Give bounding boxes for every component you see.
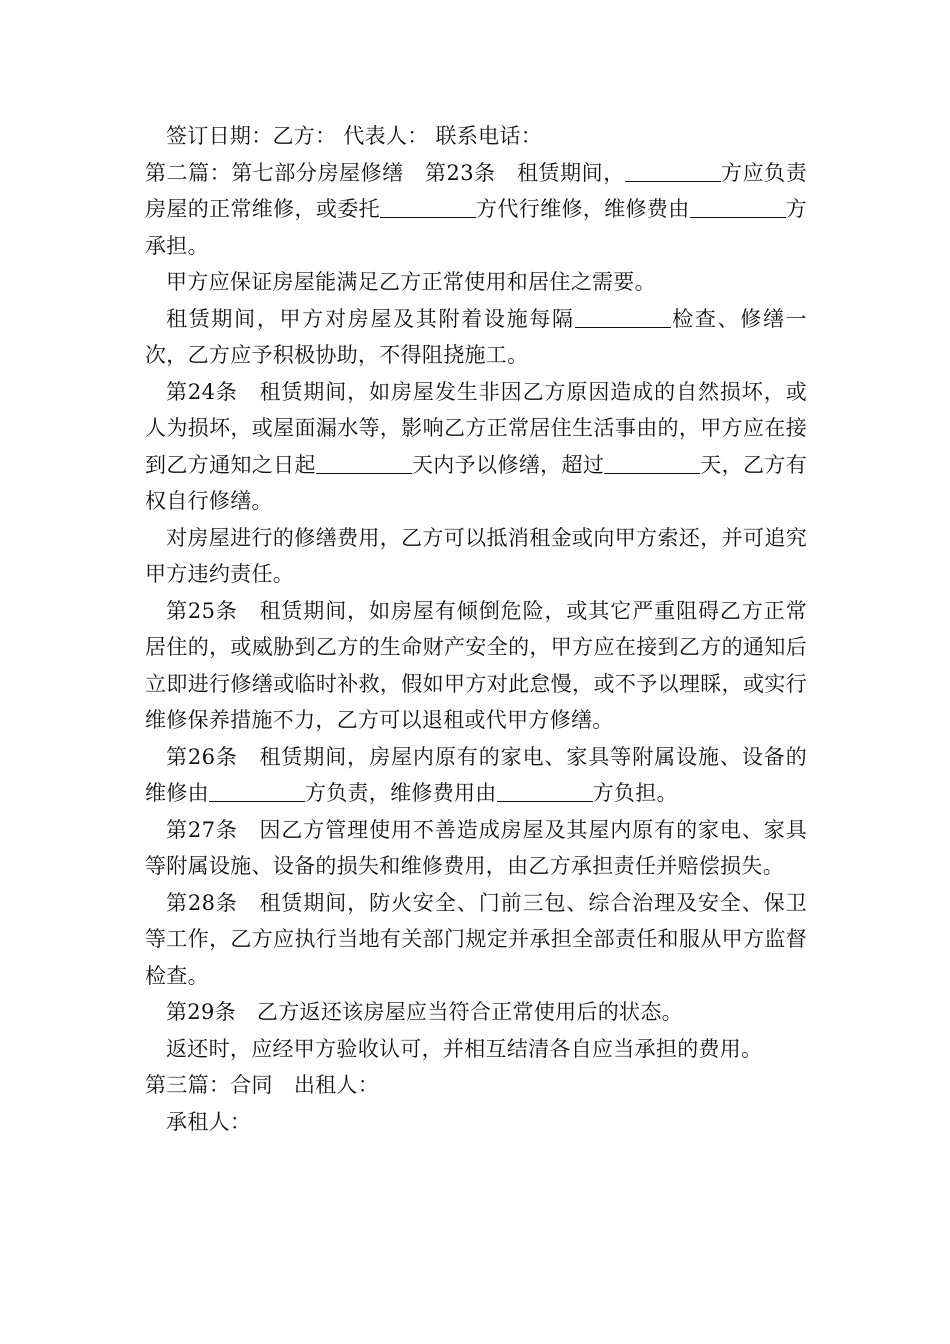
paragraph [145,264,807,301]
article-23-paragraph [145,155,807,265]
article-text: 租赁期间， [516,160,625,185]
article-text: 租赁期间，如房屋发生非因乙方原因造成的自然损坏，或人为损坏，或屋面漏水等，影响乙方正常居住生活事由的，甲方应在接到乙方通知之日起 [145,379,808,477]
article-25-paragraph [145,593,807,739]
paragraph-text: 返还时，应经甲方验收认可，并相互结清各自应当承担的费用。 [166,1036,763,1061]
article-text: 因乙方管理使用不善造成房屋及其屋内原有的家电、家具等附属设施、设备的损失和维修费用，由乙方承担责任并赔偿损失。 [145,817,808,878]
article-text: 天，乙方有权自行修缮。 [145,452,808,513]
paragraph-text: 对房屋进行的修缮费用，乙方可以抵消租金或向甲方索还，并可追究甲方违约责任。 [145,525,807,586]
fill-blank [625,160,721,182]
part-3-heading [145,1067,807,1104]
article-text: 方应负责房屋的正常维修，或委托 [145,160,808,221]
fill-blank [575,306,671,328]
article-text: 乙方返还该房屋应当符合正常使用后的状态。 [256,1000,683,1024]
fill-blank [380,196,476,218]
signing-line-text: 签订日期：乙方： 代表人： 联系电话： [166,124,543,148]
document-body [145,118,807,1140]
paragraph-text: 租赁期间，甲方对房屋及其附着设施每隔 [166,306,575,331]
fill-blank [690,196,786,218]
article-number-28: 第28条 [166,890,238,915]
paragraph [145,1031,807,1068]
article-28-paragraph [145,885,807,995]
article-text: 租赁期间，房屋内原有的家电、家具等附属设施、设备的维修由 [145,744,808,805]
fill-blank [316,452,412,474]
article-text: 天内予以修缮，超过 [411,452,605,477]
lessor-label: 出租人： [293,1073,380,1097]
article-text: 租赁期间，如房屋有倾倒危险，或其它严重阻碍乙方正常居住的，或威胁到乙方的生命财产安全的，甲方应在接到乙方的通知后立即进行修缮或临时补救，假如甲方对此怠慢，或不予以理睬，或实行维修保养措施不力，乙方可以退租或代甲方修缮。 [145,598,808,732]
paragraph [145,520,807,593]
article-text: 方代行维修，维修费由 [475,197,690,221]
fill-blank [497,780,593,802]
lessee-line [145,1104,807,1141]
lessee-label: 承租人： [166,1109,252,1134]
article-26-paragraph [145,739,807,812]
article-number-24: 第24条 [166,379,238,404]
section-heading-part-3: 第三篇：合同 [145,1073,273,1097]
article-27-paragraph [145,812,807,885]
article-text: 方负担。 [592,781,678,805]
article-number-26: 第26条 [166,744,238,769]
paragraph-text: 甲方应保证房屋能满足乙方正常使用和居住之需要。 [166,270,656,294]
paragraph-text: 检查、修缮一次，乙方应予积极协助，不得阻挠施工。 [145,306,807,367]
article-number-29: 第29条 [166,1000,236,1024]
article-24-paragraph [145,374,807,520]
fill-blank [604,452,700,474]
section-heading-part-2: 第二篇：第七部分房屋修缮 [145,160,404,185]
article-number-25: 第25条 [166,598,238,623]
article-text: 方负责，维修费用由 [304,781,497,805]
article-text: 方承担。 [145,197,808,258]
article-29-paragraph [145,994,807,1031]
signing-line [145,118,807,155]
article-text: 租赁期间，防火安全、门前三包、综合治理及安全、保卫等工作，乙方应执行当地有关部门规定并承担全部责任和服从甲方监督检查。 [145,890,808,988]
fill-blank [209,780,305,802]
article-number-23: 第23条 [424,160,496,185]
paragraph [145,301,807,374]
article-number-27: 第27条 [166,817,238,842]
